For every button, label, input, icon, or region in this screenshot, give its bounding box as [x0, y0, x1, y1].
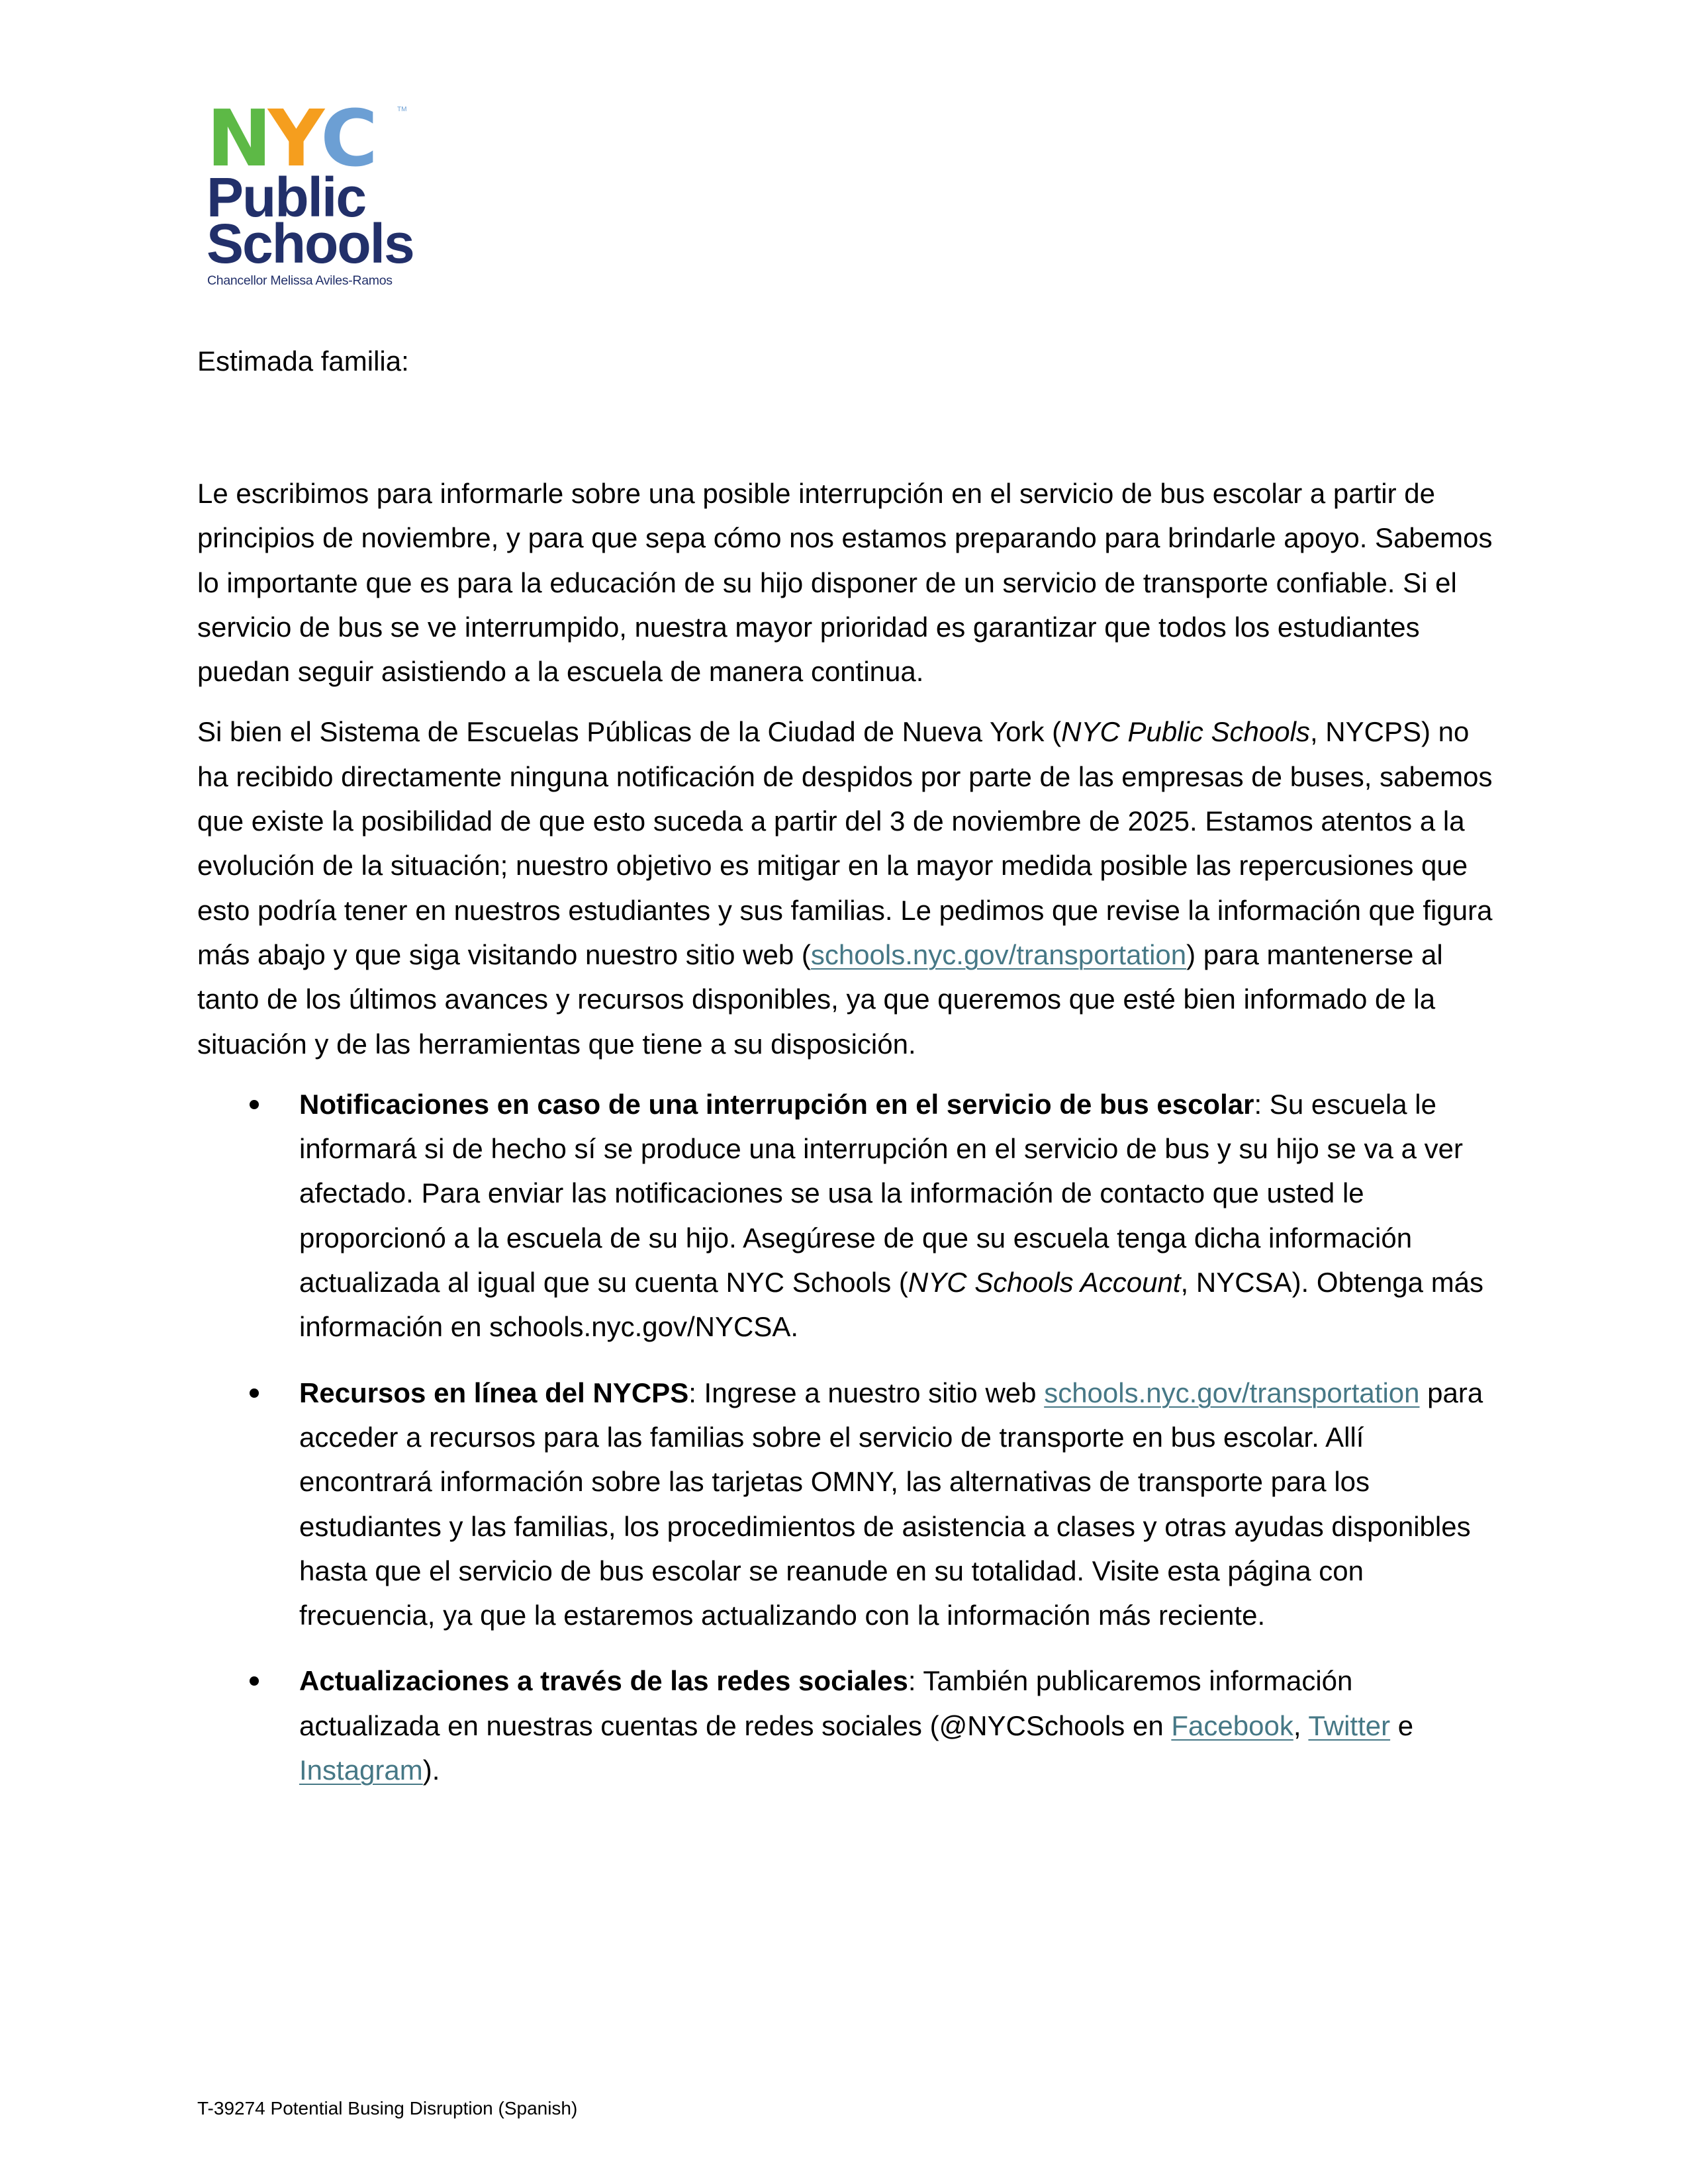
paragraph-context-text-2: , NYCPS) no ha recibido directamente ninguna notificación de despidos por parte de las empresas de buses, sabemos que existe la posibilidad de que esto suceda a partir del 3 de noviembre de 2025. Estamos atentos a la evolución de la situación; nuestro objetivo es mitigar en la mayor medida posible las repercusiones que esto podría tener en nuestros estudiantes y sus familias. Le pedimos que revise la información que figura más abajo y que siga visitando nuestro sitio web ( [197, 716, 1493, 970]
paragraph-context-text-3: ) para mantenerse al tanto de los últimos avances y recursos disponibles, ya que queremos que esté bien informado de la situación y de las herramientas que tiene a su disposición. [197, 938, 1443, 1060]
nyc-wordmark [207, 93, 374, 184]
logo-public-text: Public [207, 166, 366, 228]
bullet-icon [250, 1676, 259, 1686]
nycsa-italic: NYC Schools Account [908, 1267, 1181, 1298]
trademark-mark: TM [397, 106, 407, 113]
bullet-item-notifications [197, 1082, 1495, 1349]
separator-text: , [1293, 1709, 1309, 1741]
instagram-link[interactable]: Instagram [299, 1754, 423, 1786]
bullet-title: Recursos en línea del NYCPS [299, 1377, 689, 1408]
facebook-link[interactable]: Facebook [1171, 1709, 1293, 1741]
bullet-title: Actualizaciones a través de las redes sociales [299, 1665, 908, 1697]
logo-schools-text: Schools [207, 212, 414, 275]
separator-text: e [1390, 1709, 1414, 1741]
nyc-public-schools-logo [207, 93, 418, 291]
bullet-item-online-resources [197, 1371, 1495, 1638]
transportation-link[interactable]: schools.nyc.gov/transportation [810, 938, 1187, 970]
logo-letter-n: N [207, 93, 268, 184]
bullet-icon [250, 1100, 259, 1109]
bullet-text: : Ingrese a nuestro sitio web [688, 1377, 1045, 1408]
transportation-link[interactable]: schools.nyc.gov/transportation [1044, 1377, 1420, 1408]
paragraph-intro: Le escribimos para informarle sobre una posible interrupción en el servicio de bus escolar a partir de principios de noviembre, y para que sepa cómo nos estamos preparando para brindarle apoyo. Sabemos lo importante que es para la educación de su hijo disponer de un servicio de transporte confiable. Si el servicio de bus se ve interrumpido, nuestra mayor prioridad es garantizar que todos los estudiantes puedan seguir asistiendo a la escuela de manera continua. [197, 478, 1493, 688]
paragraph-context [197, 709, 1495, 1066]
bullet-item-social-media [197, 1659, 1495, 1792]
bullet-text: para acceder a recursos para las familias sobre el servicio de transporte en bus escolar. Allí encontrará información sobre las tarjetas OMNY, las alternativas de transporte para los estudiantes y las familias, los procedimientos de asistencia a clases y otras ayudas disponibles hasta que el servicio de bus escolar se reanude en su totalidad. Visite esta página con frecuencia, ya que la estaremos actualizando con la información más reciente. [299, 1377, 1483, 1631]
bullet-text: : También publicaremos información actualizada en nuestras cuentas de redes sociales (@NYCSchools en [299, 1665, 1353, 1741]
logo-letter-c: C [320, 93, 374, 184]
bullet-text: : Su escuela le informará si de hecho sí se produce una interrupción en el servicio de bus y su hijo se va a ver afectado. Para enviar las notificaciones se usa la información de contacto que usted le proporcionó a la escuela de su hijo. Asegúrese de que su escuela tenga dicha información actualizada al igual que su cuenta NYC Schools ( [299, 1088, 1463, 1298]
paragraph-context-text-1: Si bien el Sistema de Escuelas Públicas de la Ciudad de Nueva York ( [197, 716, 1062, 748]
twitter-link[interactable]: Twitter [1308, 1709, 1391, 1741]
bullet-title: Notificaciones en caso de una interrupción en el servicio de bus escolar [299, 1088, 1254, 1120]
greeting: Estimada familia: [197, 345, 409, 377]
letter-body [197, 471, 1495, 1813]
logo-letter-y: Y [267, 93, 321, 184]
document-footer: T-39274 Potential Busing Disruption (Spanish) [197, 2098, 578, 2118]
nyc-public-schools-italic: NYC Public Schools [1061, 716, 1310, 748]
info-bullet-list [197, 1082, 1495, 1792]
bullet-icon [250, 1388, 259, 1398]
bullet-text: ). [422, 1754, 440, 1786]
bullet-text: , NYCSA). Obtenga más información en schools.nyc.gov/NYCSA. [299, 1267, 1484, 1343]
logo-chancellor-text: Chancellor Melissa Aviles-Ramos [207, 273, 393, 288]
